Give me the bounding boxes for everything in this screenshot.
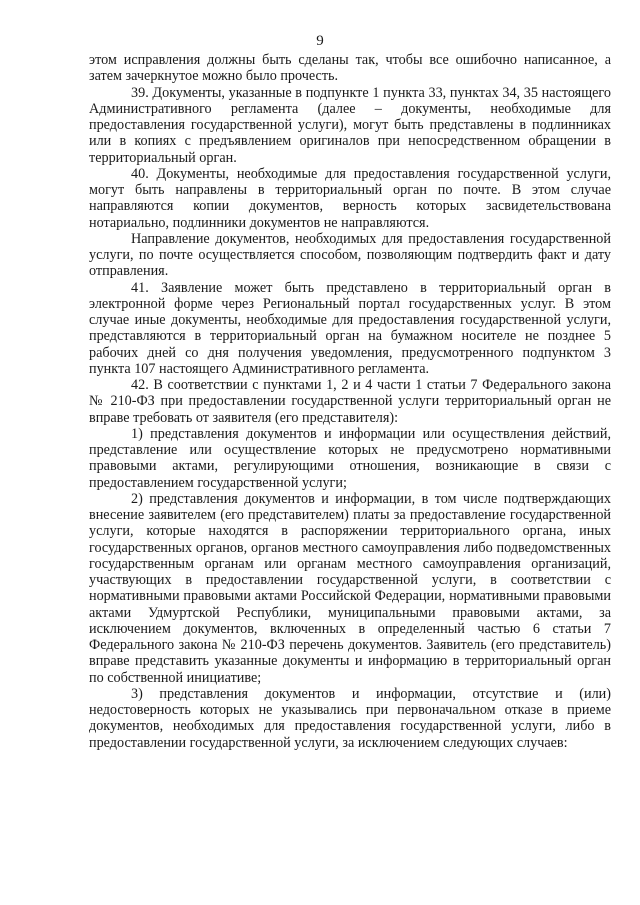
paragraph-continuation: этом исправления должны быть сделаны так, чтобы все ошибочно написанное, а затем зачеркнутое можно было прочесть. <box>89 52 611 85</box>
page-number: 9 <box>316 33 324 49</box>
paragraph-42: 42. В соответствии с пунктами 1, 2 и 4 части 1 статьи 7 Федерального закона № 210-ФЗ при предоставлении государственной услуги территориальный орган не вправе требовать от заявителя (его представителя): <box>89 377 611 426</box>
document-body <box>89 52 611 751</box>
paragraph-40: 40. Документы, необходимые для предоставления государственной услуги, могут быть направлены в территориальный орган по почте. В этом случае направляются копии документов, верность которых засвидетельствована нотариально, подлинники документов не направляются. <box>89 165 611 231</box>
paragraph-42-item-1: 1) представления документов и информации или осуществления действий, представление или осуществление которых не предусмотрено нормативными правовыми актами, регулирующими отношения, возникающие в связи с предоставлением государственной услуги; <box>89 425 611 491</box>
paragraph-39: 39. Документы, указанные в подпункте 1 пункта 33, пунктах 34, 35 настоящего Административного регламента (далее – документы, необходимые для предоставления государственной услуги), могут быть представлены в подлинниках или в копиях с предъявлением оригиналов при непосредственном обращении в территориальный орган. <box>89 84 611 166</box>
paragraph-42-item-2: 2) представления документов и информации, в том числе подтверждающих внесение заявителем (его представителем) платы за предоставление государственной услуги, которые находятся в распоряжении территориального органа, иных государственных органов, органов местного самоуправления либо подведомственных государственным органам или органам местного самоуправления организаций, участвующих в предоставлении государственной услуги, в соответствии с нормативными правовыми актами Российской Федерации, нормативными правовыми актами Удмуртской Республики, муниципальными правовыми актами, за исключением документов, включенных в определенный частью 6 статьи 7 Федерального закона № 210-ФЗ перечень документов. Заявитель (его представитель) вправе представить указанные документы и информацию в территориальный орган по собственной инициативе; <box>89 490 611 686</box>
paragraph-41: 41. Заявление может быть представлено в территориальный орган в электронной форме через Региональный портал государственных услуг. В этом случае иные документы, необходимые для предоставления государственной услуги, представляются в территориальный орган на бумажном носителе не позднее 5 рабочих дней со дня получения уведомления, предусмотренного подпунктом 3 пункта 107 настоящего Административного регламента. <box>89 279 611 377</box>
paragraph-42-item-3: 3) представления документов и информации, отсутствие и (или) недостоверность которых не указывались при первоначальном отказе в приеме документов, необходимых для предоставления государственной услуги, либо в предоставлении государственной услуги, за исключением следующих случаев: <box>89 685 611 751</box>
paragraph-40-postal: Направление документов, необходимых для предоставления государственной услуги, по почте осуществляется способом, позволяющим подтвердить факт и дату отправления. <box>89 230 611 280</box>
